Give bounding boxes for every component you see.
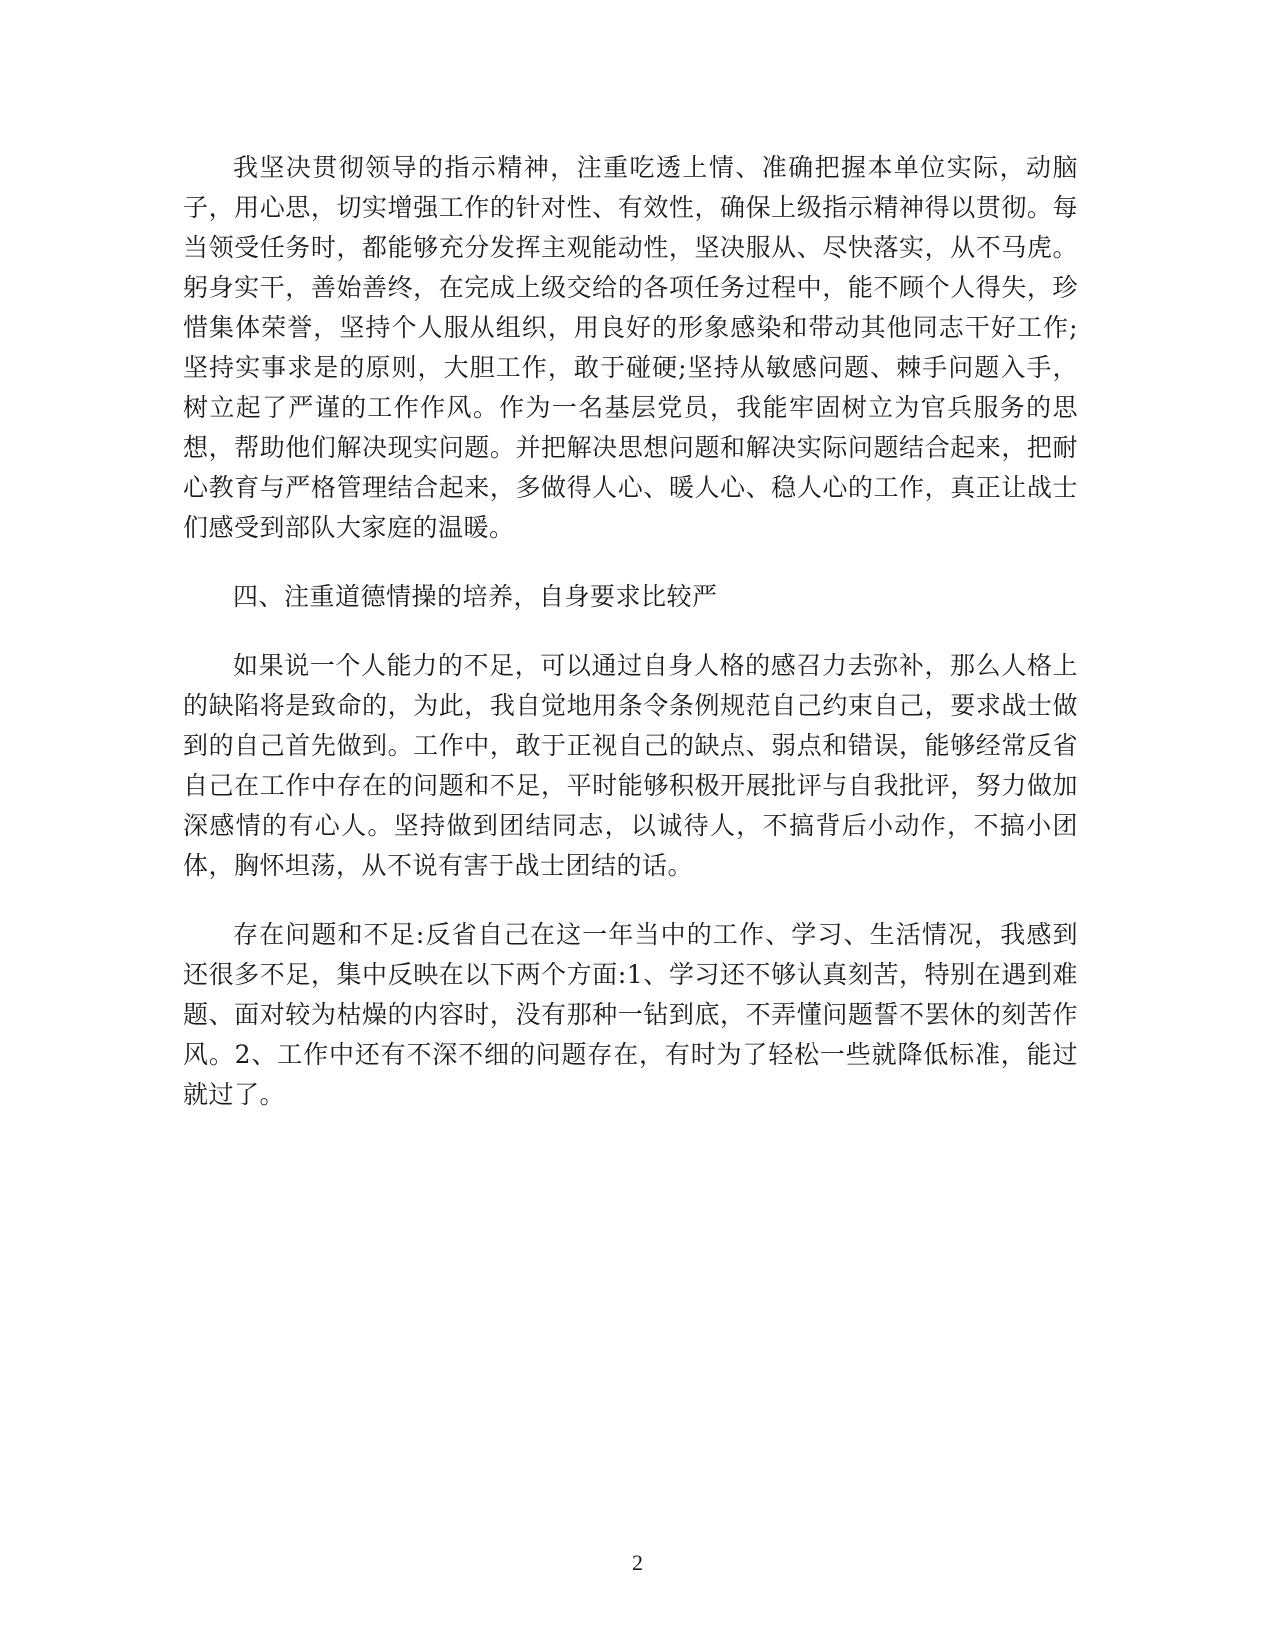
paragraph-shortcomings: 存在问题和不足:反省自己在这一年当中的工作、学习、生活情况，我感到还很多不足，集中反映在以下两个方面:1、学习还不够认真刻苦，特别在遇到难题、面对较为枯燥的内容时，没有那种一钻到底，不弄懂问题誓不罢休的刻苦作风。2、工作中还有不深不细的问题存在，有时为了轻松一些就降低标准，能过就过了。 xyxy=(183,920,1078,1109)
section-heading-moral-cultivation: 四、注重道德情操的培养，自身要求比较严 xyxy=(233,582,718,611)
paragraph-self-discipline: 如果说一个人能力的不足，可以通过自身人格的感召力去弥补，那么人格上的缺陷将是致命的，为此，我自觉地用条令条例规范自己约束自己，要求战士做到的自己首先做到。工作中，敢于正视自己的缺点、弱点和错误，能够经常反省自己在工作中存在的问题和不足，平时能够积极开展批评与自我批评，努力做加深感情的有心人。坚持做到团结同志，以诚待人，不搞背后小动作，不搞小团体，胸怀坦荡，从不说有害于战士团结的话。 xyxy=(183,651,1078,880)
page-number: 2 xyxy=(632,1550,643,1575)
paragraph-implementation: 我坚决贯彻领导的指示精神，注重吃透上情、准确把握本单位实际，动脑子，用心思，切实增强工作的针对性、有效性，确保上级指示精神得以贯彻。每当领受任务时，都能够充分发挥主观能动性，坚决服从、尽快落实，从不马虎。躬身实干，善始善终，在完成上级交给的各项任务过程中，能不顾个人得失，珍惜集体荣誉，坚持个人服从组织，用良好的形象感染和带动其他同志干好工作;坚持实事求是的原则，大胆工作，敢于碰硬;坚持从敏感问题、棘手问题入手，树立起了严谨的工作作风。作为一名基层党员，我能牢固树立为官兵服务的思想，帮助他们解决现实问题。并把解决思想问题和解决实际问题结合起来，把耐心教育与严格管理结合起来，多做得人心、暖人心、稳人心的工作，真正让战士们感受到部队大家庭的温暖。 xyxy=(183,153,1078,542)
document-body xyxy=(183,148,1078,1115)
